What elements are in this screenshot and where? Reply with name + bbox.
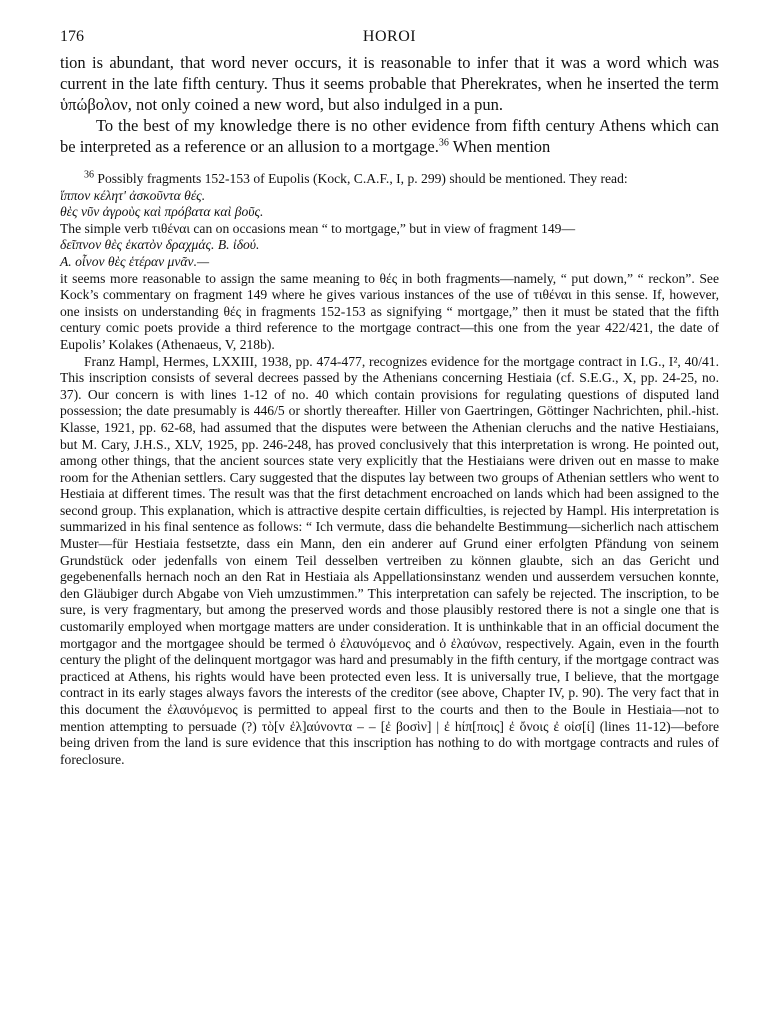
body-paragraph-2-text: To the best of my knowledge there is no other evidence from fifth century Athens which can be interpreted as a reference or an allusion to a mortgage. <box>60 116 719 156</box>
footnote-reference: 36 <box>438 137 449 149</box>
greek-quote-line-3: δεῖπνον θὲς ἑκατὸν δραχμάς. B. ἰδού. <box>60 237 260 253</box>
greek-quote-line-2: θὲς νῦν ἀγροὺς καὶ πρόβατα καὶ βοῦς. <box>60 204 264 220</box>
greek-quote-line-1: ἵππον κέλητ' ἀσκοῦντα θές. <box>60 187 206 203</box>
running-header <box>60 28 719 52</box>
page-number: 176 <box>60 28 84 45</box>
greek-quote-line-4: A. οἶνον θὲς ἑτέραν μνᾶν.— <box>60 253 210 269</box>
footnote-marker: 36 <box>84 169 94 181</box>
footnote-paragraph-1: it seems more reasonable to assign the same meaning to θές in both fragments—namely, “ put down,” “ reckon”. See Kock’s commentary on fragment 149 where he gives various instances of the use of τιθέναι in this sense. If, however, one insists on understanding θές in fragments 152-153 as signifying “ mortgage,” then it must be stated that the fifth century comic poets provide a third reference to the mortgage contract—this one from the year 422/421, the date of Eupolis’ Kolakes (Athenaeus, V, 218b). <box>60 270 719 352</box>
body-paragraph-1: tion is abundant, that word never occurs, it is reasonable to infer that it was a word which was current in the late fifth century. Thus it seems probable that Pherekrates, when he inserted the term ὑπώβολον, not only coined a new word, but also indulged in a pun. <box>60 53 719 114</box>
body-paragraph-2-tail: When mention <box>448 137 551 156</box>
footnote-36 <box>60 171 719 768</box>
running-title: HOROI <box>362 28 417 45</box>
footnote-intro <box>60 171 719 188</box>
footnote-middle: The simple verb τιθέναι can on occasions mean “ to mortgage,” but in view of fragment 149— <box>60 220 576 236</box>
footnote-paragraph-2: Franz Hampl, Hermes, LXXIII, 1938, pp. 474-477, recognizes evidence for the mortgage contract in I.G., I², 40/41. This inscription consists of several decrees passed by the Athenians concerning Hestiaia (cf. S.E.G., X, pp. 24-25, no. 37). Our concern is with lines 1-12 of no. 40 which contain provisions for regulating questions of disputed land possession; the date presumably is 446/5 or shortly thereafter. Hiller von Gaertringen, Göttinger Nachrichten, phil.-hist. Klasse, 1921, pp. 62-68, had assumed that the disputes were between the Athenian cleruchs and the native Hestiaians, but M. Cary, J.H.S., XLV, 1925, pp. 246-248, has proved conclusively that this interpretation is wrong. He pointed out, among other things, that the ancient sources state very explicitly that the Hestiaians were driven out en masse to make room for the Athenian settlers. Cary suggested that the disputes lay between two groups of Athenian settlers who went to Hestiaia at different times. The result was that the first detachment encroached on lands which had been assigned to the second group. This explanation, which is attractive despite certain difficulties, is rejected by Hampl. His interpretation is summarized in his final sentence as follows: “ Ich vermute, dass die behandelte Bestimmung—sicherlich nach attischem Muster—für Hestiaia festsetzte, dass ein Mann, den ein anderer auf Grund einer erfolgten Pfändung von seinem Grundstück oder jedenfalls von einem Teil desselben vertreiben zu können glaubte, sich an das Gericht und gegebenenfalls hernach noch an den Rat in Hestiaia als Appellationsinstanz wenden und ausserdem versuchen konnte, den Gläubiger durch Abgabe von Vieh umzustimmen.” This interpretation can safely be rejected. The inscription, to be sure, is very fragmentary, but among the preserved words and those plausibly restored there is not a single one that is customarily employed when mortgage matters are under consideration. It is unthinkable that in an official document the mortgagor and the mortgagee should be termed ὁ ἐλαυνόμενος and ὁ ἐλαύνων, respectively. Again, even in the fourth century the plight of the delinquent mortgagor was hard and presumably in the fifth century, if the mortgage contract was practiced at Athens, his rights would have been protected even less. It is universally true, I believe, that the mortgage contract in its early stages always favors the interests of the creditor (see above, Chapter IV, p. 90). The very fact that in this document the ἐλαυνόμενος is permitted to appeal first to the courts and then to the Boule in Hestiaia—not to mention attempting to persuade (?) τὸ[ν ἐλ]αύνοντα – – [ἐ βοσὶν] | ἐ hίπ[ποις] ἐ ὄνοις ἐ οἰσ[ί] (lines 11-12)—before being driven from the land is sure evidence that this inscription has nothing to do with mortgage contracts and rules of foreclosure. <box>60 353 719 767</box>
footnote-intro-text: Possibly fragments 152-153 of Eupolis (Kock, C.A.F., I, p. 299) should be mentioned. They read: <box>94 171 628 186</box>
body-paragraph-2 <box>60 115 719 157</box>
